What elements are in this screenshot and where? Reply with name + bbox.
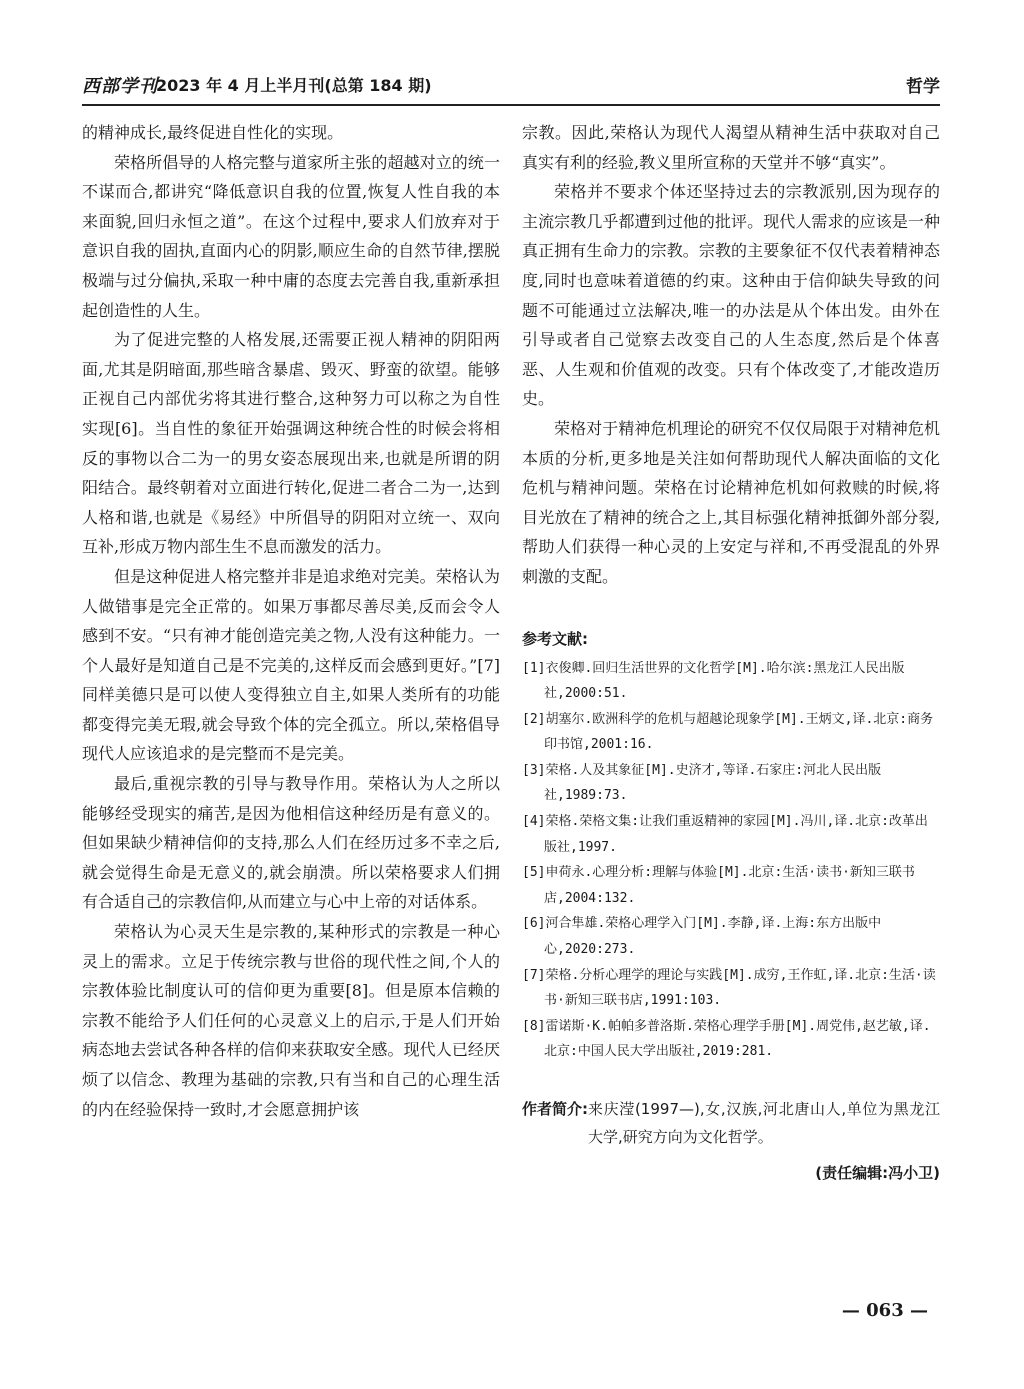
left-column (82, 118, 500, 1124)
reference-item: [4]荣格.荣格文集:让我们重返精神的家园[M].冯川,译.北京:改革出版社,1997. (522, 814, 928, 855)
editor-credit: (责任编辑:冯小卫) (815, 1164, 940, 1182)
paragraph: 荣格并不要求个体还坚持过去的宗教派别,因为现存的主流宗教几乎都遭到过他的批评。现代人需求的应该是一种真正拥有生命力的宗教。宗教的主要象征不仅代表着精神态度,同时也意味着道德的约束。这种由于信仰缺失导致的问题不可能通过立法解决,唯一的办法是从个体出发。由外在引导或者自己觉察去改变自己的人生态度,然后是个体喜恶、人生观和价值观的改变。只有个体改变了,才能改造历史。 (522, 182, 940, 409)
author-bio (522, 1095, 940, 1151)
paragraph: 为了促进完整的人格发展,还需要正视人精神的阴阳两面,尤其是阴暗面,那些暗含暴虐、毁灭、野蛮的欲望。能够正视自己内部优劣将其进行整合,这种努力可以称之为自性实现[6]。当自性的象征开始强调这种统合性的时候会将相反的事物以合二为一的男女姿态展现出来,也就是所谓的阴阳结合。最终朝着对立面进行转化,促进二者合二为一,达到人格和谐,也就是《易经》中所倡导的阴阳对立统一、双向互补,形成万物内部生生不息而激发的活力。 (82, 330, 500, 557)
paragraph: 的精神成长,最终促进自性化的实现。 (82, 123, 344, 142)
reference-item: [8]雷诺斯·K.帕帕多普洛斯.荣格心理学手册[M].周党伟,赵艺敏,译.北京:中国人民大学出版社,2019:281. (522, 1018, 931, 1060)
paragraph: 荣格认为心灵天生是宗教的,某种形式的宗教是一种心灵上的需求。立足于传统宗教与世俗的现代性之间,个人的宗教体验比制度认可的信仰更为重要[8]。但是原本信赖的宗教不能给予人们任何的心灵意义上的启示,于是人们开始病态地去尝试各种各样的信仰来获取安全感。现代人已经厌烦了以信念、教理为基础的宗教,只有当和自己的心理生活的内在经验保持一致时,才会愿意拥护该 (82, 922, 500, 1119)
issue-info: 2023 年 4 月上半月刊(总第 184 期) (156, 76, 432, 95)
reference-item: [5]申荷永.心理分析:理解与体验[M].北京:生活·读书·新知三联书店,2004:132. (522, 865, 915, 906)
header-rule (82, 104, 940, 106)
page-number: — 063 — (841, 1300, 928, 1321)
reference-list (522, 656, 940, 1066)
reference-item: [2]胡塞尔.欧洲科学的危机与超越论现象学[M].王炳文,译.北京:商务印书馆,2001:16. (522, 711, 934, 753)
references-heading: 参考文献: (522, 629, 588, 648)
author-text: 来庆滢(1997—),女,汉族,河北唐山人,单位为黑龙江大学,研究方向为文化哲学。 (588, 1100, 940, 1146)
journal-logo: 西部学刊 (82, 76, 158, 97)
page-header (82, 72, 940, 102)
paragraph: 荣格对于精神危机理论的研究不仅仅局限于对精神危机本质的分析,更多地是关注如何帮助现代人解决面临的文化危机与精神问题。荣格在讨论精神危机如何救赎的时候,将目光放在了精神的统合之上,其目标强化精神抵御外部分裂,帮助人们获得一种心灵的上安定与祥和,不再受混乱的外界刺激的支配。 (522, 418, 940, 586)
reference-item: [1]衣俊卿.回归生活世界的文化哲学[M].哈尔滨:黑龙江人民出版社,2000:51. (522, 660, 905, 702)
section-title: 哲学 (906, 77, 940, 97)
reference-item: [3]荣格.人及其象征[M].史济才,等译.石家庄:河北人民出版社,1989:73. (522, 762, 882, 804)
author-label: 作者简介: (522, 1100, 588, 1118)
right-column (522, 118, 940, 1189)
paragraph: 但是这种促进人格完整并非是追求绝对完美。荣格认为人做错事是完全正常的。如果万事都尽善尽美,反而会令人感到不安。“只有神才能创造完美之物,人没有这种能力。一个人最好是知道自己是不完美的,这样反而会感到更好。”[7]同样美德只是可以使人变得独立自主,如果人类所有的功能都变得完美无瑕,就会导致个体的完全孤立。所以,荣格倡导现代人应该追求的是完整而不是完美。 (82, 566, 500, 764)
paragraph: 宗教。因此,荣格认为现代人渴望从精神生活中获取对自己真实有利的经验,教义里所宣称的天堂并不够“真实”。 (522, 123, 940, 172)
paragraph: 最后,重视宗教的引导与教导作用。荣格认为人之所以能够经受现实的痛苦,是因为他相信这种经历是有意义的。但如果缺少精神信仰的支持,那么人们在经历过多不幸之后,就会觉得生命是无意义的,就会崩溃。所以荣格要求人们拥有合适自己的宗教信仰,从而建立与心中上帝的对话体系。 (82, 774, 500, 912)
reference-item: [6]河合隼雄.荣格心理学入门[M].李静,译.上海:东方出版中心,2020:273. (522, 916, 882, 958)
paragraph: 荣格所倡导的人格完整与道家所主张的超越对立的统一不谋而合,都讲究“降低意识自我的位置,恢复人性自我的本来面貌,回归永恒之道”。在这个过程中,要求人们放弃对于意识自我的固执,直面内心的阴影,顺应生命的自然节律,摆脱极端与过分偏执,采取一种中庸的态度去完善自我,重新承担起创造性的人生。 (82, 152, 500, 320)
reference-item: [7]荣格.分析心理学的理论与实践[M].成穷,王作虹,译.北京:生活·读书·新知三联书店,1991:103. (522, 967, 936, 1009)
